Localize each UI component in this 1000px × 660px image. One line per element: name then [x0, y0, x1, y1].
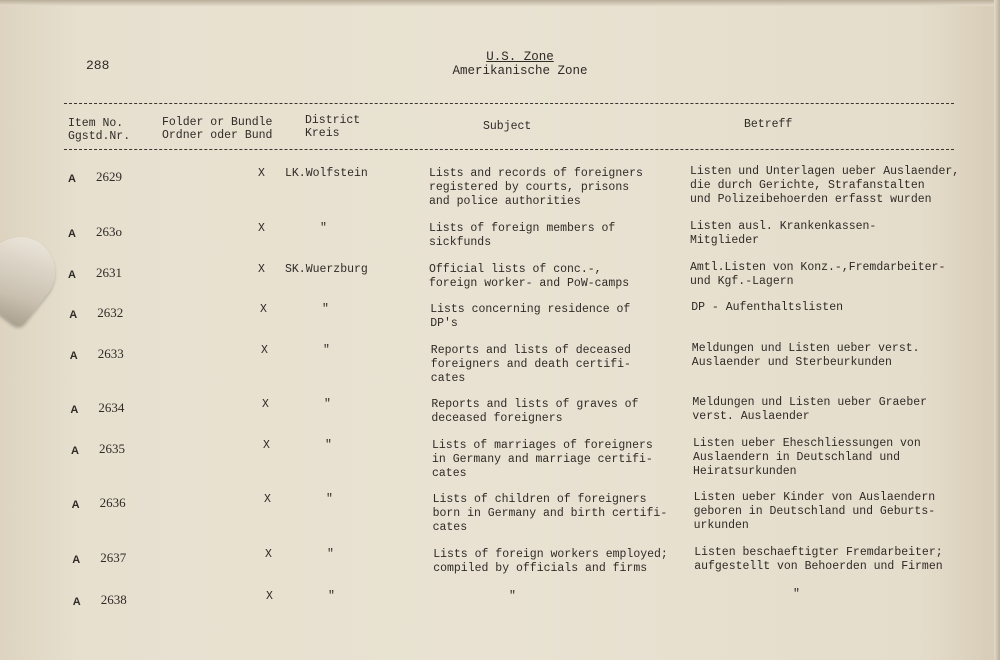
row-folder-mark: X	[266, 590, 273, 603]
header-item-no-de: Ggstd.Nr.	[68, 130, 131, 143]
row-betreff: DP - Aufenthaltslisten	[691, 301, 844, 314]
header-district	[305, 114, 360, 140]
header-rule-bottom	[64, 149, 954, 150]
header-subject: Subject	[483, 120, 532, 133]
row-item-number: 2632	[97, 305, 124, 320]
row-subject: "	[509, 590, 516, 603]
row-item-number: 2636	[99, 495, 126, 510]
row-item-number: 2635	[99, 441, 125, 456]
row-folder-mark: X	[260, 303, 267, 316]
row-letter: A	[72, 596, 81, 608]
row-subject: Official lists of conc.-, foreign worker- and PoW-camps	[429, 263, 630, 290]
row-betreff: Listen und Unterlagen ueber Auslaender, die durch Gerichte, Strafanstalten und Polizeibehoerden erfasst wurden	[690, 165, 960, 206]
row-district: "	[322, 303, 329, 316]
row-district: "	[323, 344, 330, 357]
header-item-no	[68, 117, 130, 143]
row-item-number: 2634	[98, 400, 125, 415]
row-betreff: Listen ausl. Krankenkassen- Mitglieder	[690, 220, 877, 247]
row-folder-mark: X	[264, 493, 271, 506]
row-betreff: "	[793, 588, 800, 601]
header-district-en: District	[305, 114, 361, 127]
row-item-number: 2629	[96, 169, 122, 184]
row-item-number: 2637	[100, 550, 127, 565]
row-folder-mark: X	[262, 398, 269, 411]
row-subject: Lists of marriages of foreigners in Germany and marriage certifi- cates	[432, 439, 653, 480]
row-folder-mark: X	[263, 439, 270, 452]
table-row	[0, 548, 1000, 588]
row-betreff: Listen beschaeftigter Fremdarbeiter; aufgestellt von Behoerden und Firmen	[694, 546, 943, 573]
row-subject: Lists of foreign workers employed; compiled by officials and firms	[433, 548, 668, 575]
table-row	[0, 439, 1000, 479]
header-folder-en: Folder or Bundle	[162, 116, 273, 129]
row-letter: A	[69, 309, 78, 321]
row-folder-mark: X	[258, 263, 265, 276]
row-subject: Lists concerning residence of DP's	[430, 303, 631, 330]
row-betreff: Listen ueber Kinder von Auslaendern geboren in Deutschland und Geburts- urkunden	[693, 491, 936, 532]
row-folder-mark: X	[265, 548, 272, 561]
row-letter: A	[68, 228, 76, 240]
row-betreff: Listen ueber Eheschliessungen von Auslaendern in Deutschland und Heiratsurkunden	[693, 437, 921, 478]
row-folder-mark: X	[258, 167, 265, 180]
row-letter: A	[70, 404, 79, 416]
row-item-number: 263o	[96, 224, 122, 239]
row-district: "	[325, 439, 332, 452]
row-item-number: 2631	[96, 265, 122, 280]
table-row	[0, 222, 1000, 262]
row-betreff: Meldungen und Listen ueber verst. Auslaender und Sterbeurkunden	[691, 342, 920, 369]
table-row	[0, 303, 1000, 343]
row-district: LK.Wolfstein	[285, 167, 368, 180]
table-row	[0, 590, 1000, 630]
row-letter: A	[71, 499, 80, 511]
row-subject: Lists and records of foreigners registered by courts, prisons and police authorities	[429, 167, 643, 208]
row-district: "	[327, 548, 334, 561]
header-folder	[162, 116, 272, 142]
row-betreff: Meldungen und Listen ueber Graeber verst. Auslaender	[692, 396, 928, 423]
row-subject: Reports and lists of deceased foreigners and death certifi- cates	[430, 344, 631, 385]
row-subject: Lists of children of foreigners born in Germany and birth certifi- cates	[432, 493, 668, 534]
header-item-no-en: Item No.	[68, 117, 124, 130]
header-district-de: Kreis	[305, 127, 340, 140]
zone-title	[440, 50, 600, 78]
page-top-edge	[0, 0, 1000, 6]
table-row	[0, 493, 1000, 533]
row-folder-mark: X	[258, 222, 265, 235]
row-district: "	[324, 398, 331, 411]
row-subject: Reports and lists of graves of deceased foreigners	[431, 398, 639, 425]
page-number: 288	[86, 58, 110, 73]
row-betreff: Amtl.Listen von Konz.-,Fremdarbeiter- und Kgf.-Lagern	[690, 261, 946, 288]
header-folder-de: Ordner oder Bund	[162, 129, 273, 142]
header-betreff: Betreff	[744, 118, 793, 131]
zone-title-german: Amerikanische Zone	[452, 64, 588, 78]
row-subject: Lists of foreign members of sickfunds	[429, 222, 616, 249]
header-rule-top	[64, 103, 954, 104]
row-district: "	[320, 222, 327, 235]
table-row	[0, 398, 1000, 438]
table-row	[0, 344, 1000, 384]
table-row	[0, 167, 1000, 207]
zone-title-english: U.S. Zone	[486, 50, 554, 64]
row-letter: A	[68, 269, 76, 281]
table-row	[0, 263, 1000, 303]
row-item-number: 2638	[100, 592, 127, 607]
row-folder-mark: X	[261, 344, 268, 357]
row-district: "	[328, 590, 335, 603]
row-letter: A	[68, 173, 76, 185]
row-letter: A	[69, 350, 78, 362]
row-item-number: 2633	[97, 346, 124, 361]
row-letter: A	[72, 554, 81, 566]
row-district: "	[326, 493, 333, 506]
row-district: SK.Wuerzburg	[285, 263, 368, 276]
row-letter: A	[71, 445, 79, 457]
